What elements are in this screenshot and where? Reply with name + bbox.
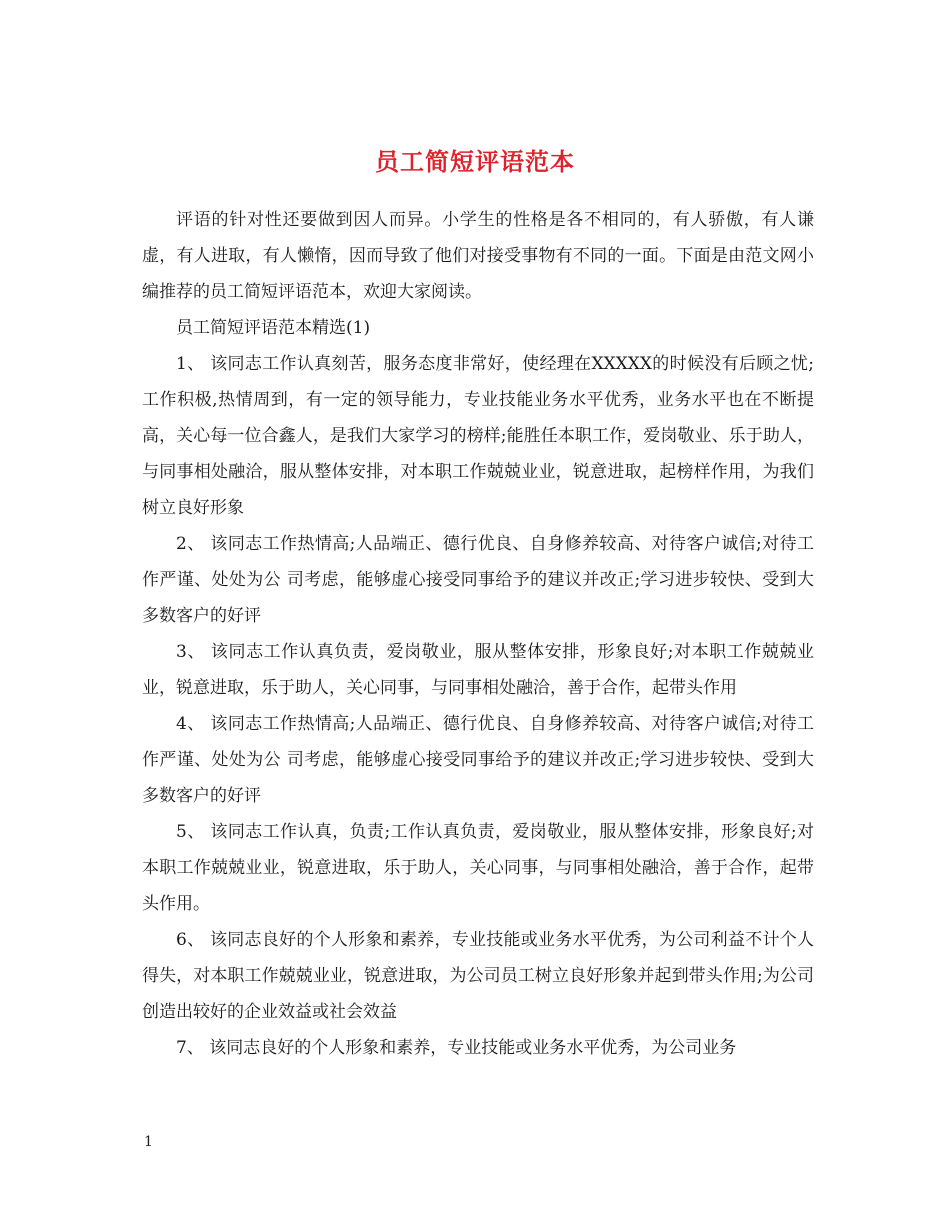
page-number: 1	[144, 1134, 153, 1150]
list-item: 4、 该同志工作热情高;人品端正、德行优良、自身修养较高、对待客户诚信;对待工作严谨、处处为公 司考虑，能够虚心接受同事给予的建议并改正;学习进步较快、受到大多数客户的好评	[142, 714, 814, 806]
list-item: 1、 该同志工作认真刻苦，服务态度非常好，使经理在XXXXX的时候没有后顾之忧;工作积极,热情周到，有一定的领导能力，专业技能业务水平优秀，业务水平也在不断提高，关心每一位合鑫人，是我们大家学习的榜样;能胜任本职工作，爱岗敬业、乐于助人，与同事相处融洽，服从整体安排，对本职工作兢兢业业，锐意进取，起榜样作用，为我们树立良好形象	[142, 354, 814, 518]
intro-paragraph: 评语的针对性还要做到因人而异。小学生的性格是各不相同的，有人骄傲，有人谦虚，有人进取，有人懒惰，因而导致了他们对接受事物有不同的一面。下面是由范文网小编推荐的员工简短评语范本，欢迎大家阅读。	[142, 210, 814, 302]
list-item: 2、 该同志工作热情高;人品端正、德行优良、自身修养较高、对待客户诚信;对待工作严谨、处处为公 司考虑，能够虚心接受同事给予的建议并改正;学习进步较快、受到大多数客户的好评	[142, 534, 814, 626]
section-heading: 员工简短评语范本精选(1)	[176, 318, 371, 338]
document-body	[142, 202, 814, 1066]
document-title: 员工简短评语范本	[375, 147, 575, 177]
list-item: 6、 该同志良好的个人形象和素养，专业技能或业务水平优秀，为公司利益不计个人得失，对本职工作兢兢业业，锐意进取，为公司员工树立良好形象并起到带头作用;为公司创造出较好的企业效益或社会效益	[142, 930, 814, 1022]
list-item: 3、 该同志工作认真负责，爱岗敬业，服从整体安排，形象良好;对本职工作兢兢业业，锐意进取，乐于助人，关心同事，与同事相处融洽，善于合作，起带头作用	[142, 642, 814, 698]
list-item: 7、 该同志良好的个人形象和素养，专业技能或业务水平优秀，为公司业务	[176, 1038, 737, 1058]
list-item: 5、 该同志工作认真，负责;工作认真负责，爱岗敬业，服从整体安排，形象良好;对本职工作兢兢业业，锐意进取，乐于助人，关心同事，与同事相处融洽，善于合作，起带头作用。	[142, 822, 814, 914]
